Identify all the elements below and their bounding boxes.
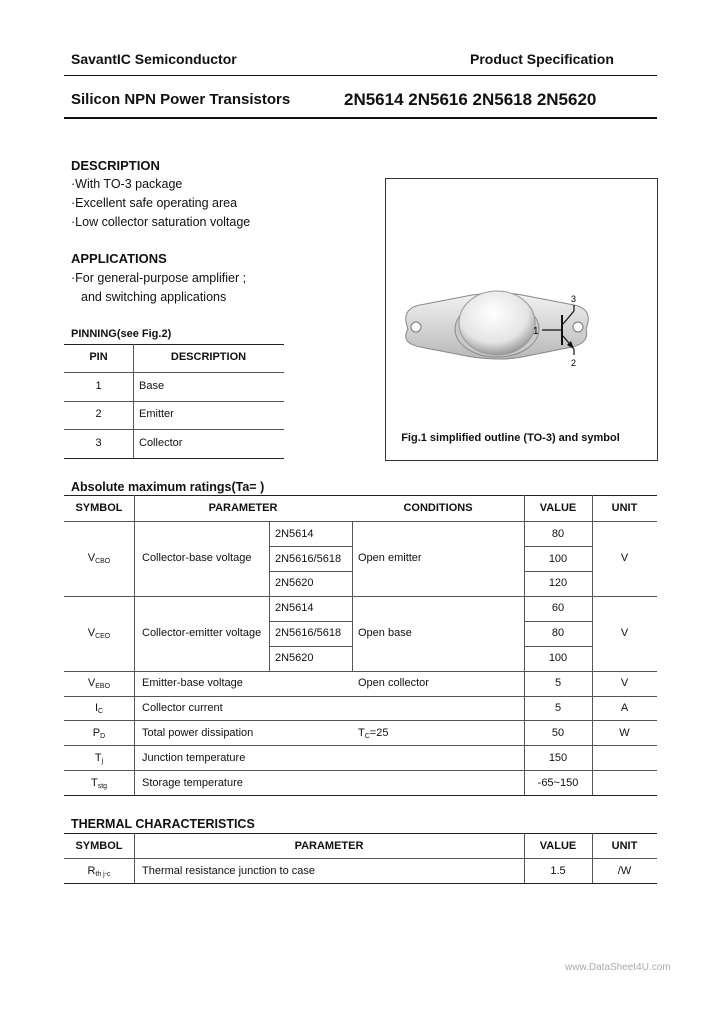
param-vcbo: Collector-base voltage <box>142 552 252 564</box>
value-cell: 100 <box>548 553 568 565</box>
part-number: 2N5620 <box>275 577 314 589</box>
part-number: 2N5616/5618 <box>275 627 342 639</box>
pin-number: 3 <box>95 437 102 449</box>
pin-description: Emitter <box>139 408 174 420</box>
pin-number: 2 <box>95 408 102 420</box>
part-number: 2N5620 <box>275 652 314 664</box>
thermal-header-value: VALUE <box>539 840 577 852</box>
thermal-header-parameter: PARAMETER <box>294 840 364 852</box>
pin-label-1: 1 <box>533 326 539 337</box>
value-cell: 80 <box>551 627 565 639</box>
title-rule <box>64 117 657 119</box>
description-item: ·Low collector saturation voltage <box>71 215 251 229</box>
col-header-value: VALUE <box>539 502 577 514</box>
thermal-title: THERMAL CHARACTERISTICS <box>71 817 255 831</box>
pin-description: Collector <box>139 437 183 449</box>
pin-number: 1 <box>95 380 102 392</box>
condition-vceo: Open base <box>358 627 412 639</box>
application-item: and switching applications <box>81 290 227 304</box>
col-header-symbol: SYMBOL <box>75 502 123 514</box>
thermal-unit: /W <box>617 865 632 877</box>
header-rule <box>64 75 657 76</box>
value-cell: 60 <box>551 602 565 614</box>
application-item: ·For general-purpose amplifier ; <box>71 271 247 285</box>
unit-vceo: V <box>620 627 629 639</box>
symbol-vceo: $V_{CEO}$ <box>87 627 111 640</box>
part-number: 2N5616/5618 <box>275 553 342 565</box>
thermal-header-unit: UNIT <box>611 840 638 852</box>
thermal-param: Thermal resistance junction to case <box>142 865 316 877</box>
pinning-title: PINNING(see Fig.2) <box>71 328 172 340</box>
pin-description: Base <box>139 380 165 392</box>
thermal-value: 1.5 <box>550 865 566 877</box>
value-cell: 80 <box>551 528 565 540</box>
symbol-vcbo: $V_{CBO}$ <box>87 552 111 565</box>
pin-label-2: 2 <box>571 358 577 368</box>
thermal-header-symbol: SYMBOL <box>75 840 123 852</box>
company-name: SavantIC Semiconductor <box>71 51 237 67</box>
description-title: DESCRIPTION <box>71 158 160 173</box>
abs-max-title: Absolute maximum ratings(Ta= ) <box>71 480 265 494</box>
col-header-unit: UNIT <box>611 502 638 514</box>
product-line: Silicon NPN Power Transistors <box>71 91 291 108</box>
figure-caption: Fig.1 simplified outline (TO-3) and symbol <box>401 432 620 444</box>
thermal-symbol: $R_{th j-c}$ <box>87 865 111 878</box>
description-item: ·Excellent safe operating area <box>71 196 238 210</box>
pinning-header-pin: PIN <box>89 351 108 363</box>
description-item: ·With TO-3 package <box>71 177 183 191</box>
watermark: www.DataSheet4U.com <box>565 962 671 973</box>
unit-vcbo: V <box>620 552 629 564</box>
part-number: 2N5614 <box>275 528 314 540</box>
value-cell: 120 <box>548 577 568 589</box>
applications-title: APPLICATIONS <box>71 251 167 266</box>
col-header-parameter: PARAMETER <box>208 502 278 514</box>
to3-package-illustration <box>386 179 656 429</box>
pinning-header-description: DESCRIPTION <box>170 351 247 363</box>
param-vceo: Collector-emitter voltage <box>142 627 262 639</box>
document-type: Product Specification <box>470 51 614 67</box>
pin-label-3: 3 <box>571 294 577 304</box>
value-cell: 100 <box>548 652 568 664</box>
part-number: 2N5614 <box>275 602 314 614</box>
col-header-conditions: CONDITIONS <box>403 502 473 514</box>
condition-vcbo: Open emitter <box>358 552 422 564</box>
part-numbers: 2N5614 2N5616 2N5618 2N5620 <box>344 90 597 109</box>
